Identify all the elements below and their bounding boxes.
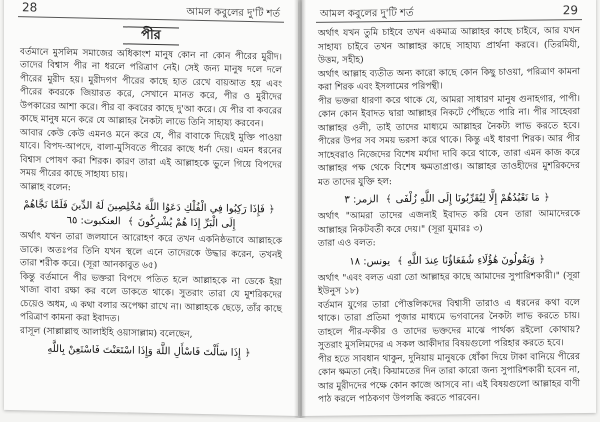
paragraph: কিন্তু বর্তমানে পীর ভক্তরা বিপদে পতিত হলে আল্লাহকে না ডেকে ইয়া খাজা বাবা রক্ষা কর বলে ডাকতে থাকে। সুতরাং তারা যে মুশরিকদের চেয়েও অধম, এ কথা বলার অপেক্ষা রাখে না। আল্লাহকে ছেড়ে, তাঁর কাছে পরিত্রাণ কামনা করা ইবাদত। xyxy=(20,271,282,325)
left-page xyxy=(4,0,298,416)
running-title: আমল কবুলের দু'টি শর্ত xyxy=(186,6,280,20)
paragraph: রাসূল (সাল্লাল্লাহু আলাইহি ওয়াসাল্লাম) বলেছেন, xyxy=(20,325,193,340)
page-number: 28 xyxy=(22,0,38,15)
running-title: আমল কবুলের দু'টি শর্ত xyxy=(320,7,414,20)
paragraph: পীর ভক্তরা ধারণা করে থাকে যে, আমরা সাধারণ মানুষ গুনাহগার, পাপী। কোন কোন ইবাদত দ্বারা আল্লাহর নিকটে পৌঁছতে পারি না। পীর সাহেবরা আল্লাহর ওলী, তাই তাদের মাধ্যমে আল্লাহর নৈকট্য লাভ করতে হবে। পীরের উপর সব সময় ভরসা করে থাকে। কিন্তু এই ধারণা শিরক। আর পীর সাহেবরাও নিজেদের বিশেষ মর্যাদা দাবি করে থাকে, তারা এমন কাজ করে আল্লাহর পক্ষ থেকে বিশেষ ক্ষমতাপ্রাপ্ত। আল্লাহর তাওহীদের মুশরিকদের মত তাদের যুক্তি হল: xyxy=(318,93,580,188)
ornament-open-icon: ﴿ xyxy=(543,192,550,204)
paragraph: পীর হতে সাবধান থাকুন, দুনিয়ায় মানুষকে ধোঁকা দিয়ে টাকা বানিয়ে পীরের কোন ক্ষমতা নেই। কিয়ামতের দিন তারা কারো জন্য সুপারিশকারী হবেন না, আর মুরীদদের পক্ষে কোন কাজে আসবে না। এই বিষয়গুলো আল্লাহর বাণী পাঠ করলে পাঠকগণ উপলব্ধি করতে পারবেন। xyxy=(318,351,580,405)
paragraph: অর্থাৎ যখন তুমি চাইবে তখন একমাত্র আল্লাহর কাছে চাইবে, আর যখন সাহায্য চাইবে তখন আল্লাহর কাছে সাহায্য প্রার্থনা করবে। (তিরমিযী, উত্তম, সহীহ) xyxy=(318,26,580,66)
arabic-hadith: ﴿إِذَا سَأَلْتَ فَاسْأَلِ اللَّهَ وَإِذَا اسْتَعَنْتَ فَاسْتَعِنْ بِاللَّهِ xyxy=(47,343,251,360)
open-book xyxy=(4,0,596,418)
ornament-close-icon: ﴾ xyxy=(385,194,392,206)
ornament-close-icon: ﴾ xyxy=(397,255,404,267)
arabic-verse: ﴿فَإِذَا رَكِبُوا فِي الْفُلْكِ دَعَوُا اللَّهَ مُخْلِصِينَ لَهُ الدِّينَ فَلَمَّا نَجَّاهُمْ إِلَى الْبَرِّ إِذَا هُمْ يُشْرِكُونَ﴾ العنكبوت: ٦٥ xyxy=(23,199,275,230)
left-page-content xyxy=(20,22,282,409)
ornament-open-icon: ﴿ xyxy=(244,347,251,360)
right-page-content xyxy=(318,25,580,410)
page-number: 29 xyxy=(562,3,578,18)
book-spine-gutter xyxy=(294,0,306,418)
section-title: পীর xyxy=(20,24,282,47)
paragraph: অর্থাৎ আল্লাহ ব্যতীত অন্য কারো কাছে কোন কিছু চাওয়া, পরিত্রাণ কামনা করা শিরক এবং ইসলামের পরিপন্থী। xyxy=(318,66,580,93)
paragraph: আবার কেউ কেউ এমনও মনে করে যে, পীর বাবাকে দিয়েই মুক্তি পাওয়া যাবে। বিপদ-আপদে, বালা-মুসিবতে পীরের কাছে ধর্না দেয়। এমন ধরনের বিশ্বাস পোষণ করা শিরক। কারণ তারা এই আল্লাহকে ভুলে গিয়ে বিপদের সময় পীরের কাছে সাহায্য চায়। xyxy=(20,127,282,181)
ornament-close-icon: ﴾ xyxy=(127,216,134,228)
translation: অর্থাৎ "আমরা তাদের এজন্যই ইবাদত করি যেন তারা আমাদেরকে আল্লাহর নিকটবর্তী করে দেয়।" (সূরা যুমারঃ ৩) xyxy=(318,209,580,236)
quote-label: আল্লাহ বলেন: xyxy=(20,181,71,193)
verse-reference: العنكبوت: ٦٥ xyxy=(66,215,121,228)
paragraph: বর্তমান যুগের তারা পৌত্তলিকদের বিশ্বাসী তারাও এ ধরনের কথা বলে থাকে। তারা প্রতিমা পূজার মাধ্যমে ভগবানের নৈকট্য লাভ করতে চায়। তাহলে পীর-ফকীর ও তাদের ভক্তদের মাঝে পার্থক্য রইলো কোথায়? সুতরাং মুসলিমদের এ সকল আকীদার বিষয়গুলো পরিহার করতে হবে। xyxy=(318,297,580,351)
ornament-open-icon: ﴿ xyxy=(268,204,275,216)
quote-label: তারা এও বলত: xyxy=(318,238,376,249)
right-page-header xyxy=(316,3,582,23)
verse-reference: يونس: ١٨ xyxy=(349,255,391,268)
paragraph: বর্তমানে মুসলিম সমাজের অধিকাংশ মানুষ কোন না কোন পীরের মুরীদ। তাদের বিশ্বাস পীর না ধরলে পরিত্রাণ নেই। সেই জন্য মানুষ দলে দলে পীরের মুরীদ হয়। মুরীদগণ পীরের কাছে হাত রেখে বায়আত হয় এবং পীরের কবরকে জিয়ারত করে, সেখানে মানত করে, পীর ও মুরীদের উপকারের আশা করে। পীর বা কবরের কাছে দু'আ করে। যে পীর বা কবরের কাছে মানুষ মনে করে যে আল্লাহর নৈকট্য লাভে তিনি সাহায্য করবেন। xyxy=(20,46,282,130)
translation: অর্থাৎ "এবং বলত এরা তো আল্লাহর কাছে আমাদের সুপারিশকারী।" (সূরা ইউনুস ১৮) xyxy=(318,270,580,297)
arabic-verse: ﴿وَيَقُولُونَ هَٰؤُلَاءِ شُفَعَاؤُنَا عِندَ اللَّهِ﴾ يونس: ١٨ xyxy=(349,253,545,268)
ornament-open-icon: ﴿ xyxy=(538,253,545,266)
verse-reference: الزمر: ٣ xyxy=(344,194,379,206)
translation: অর্থাৎ যখন তারা জলযানে আরোহণ করে তখন একনিষ্ঠভাবে আল্লাহকে ডাকে। অতঃপর তিনি যখন স্থলে এনে তাদেরকে উদ্ধার করেন, তখনই তারা শরীক করে। (সূরা আনকাবুত ৬৫) xyxy=(20,231,282,272)
left-page-header xyxy=(18,0,284,23)
arabic-verse: ﴿مَا نَعْبُدُهُمْ إِلَّا لِيُقَرِّبُونَا إِلَى اللَّهِ زُلْفَى﴾ الزمر: ٣ xyxy=(344,192,550,206)
right-page xyxy=(302,0,596,416)
